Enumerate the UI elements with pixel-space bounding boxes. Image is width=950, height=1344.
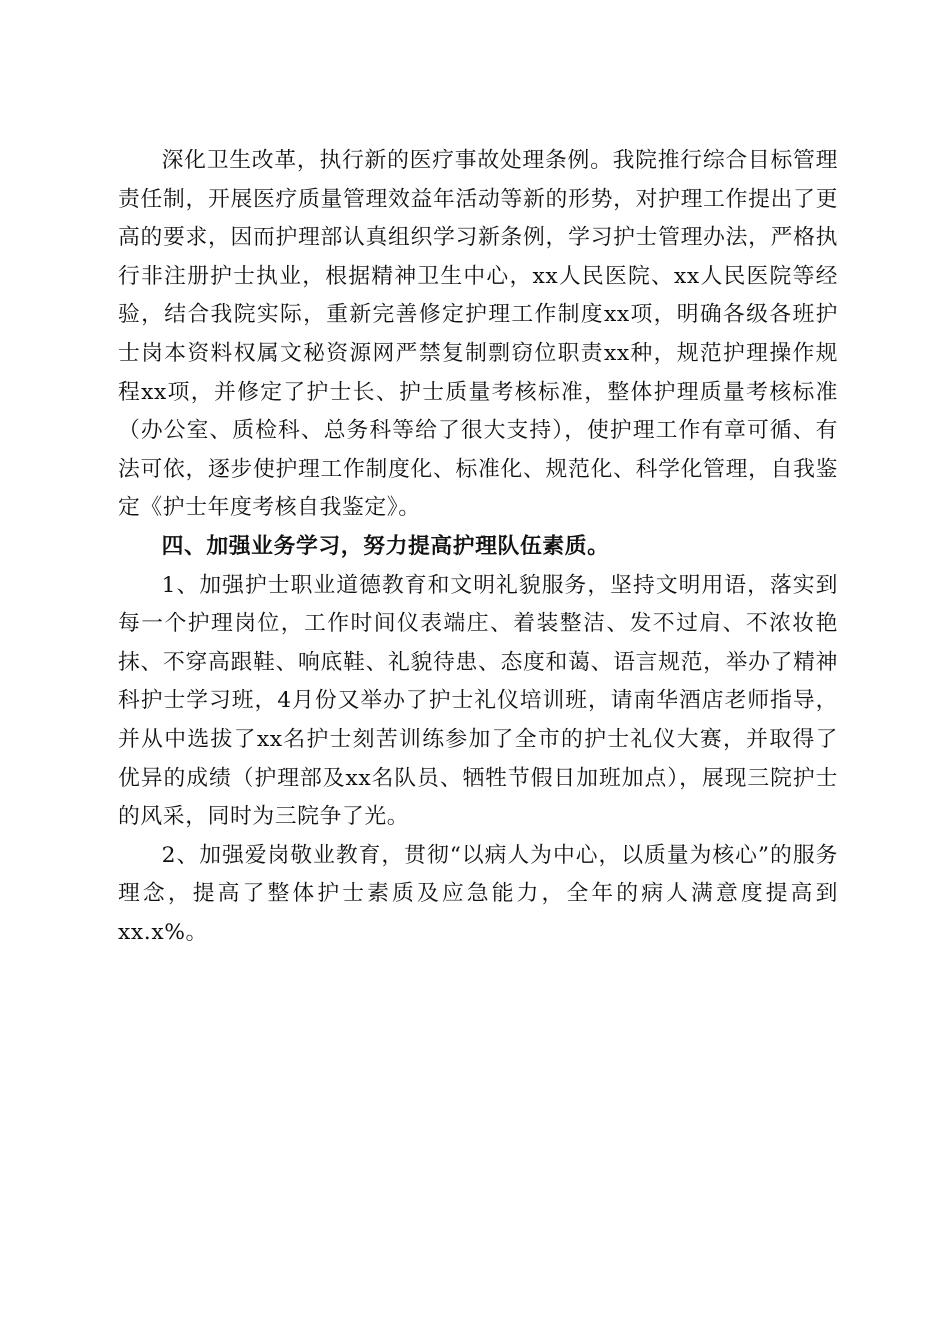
document-body [118, 142, 838, 952]
paragraph-ethics-education: 1、加强护士职业道德教育和文明礼貌服务，坚持文明用语，落实到每一个护理岗位，工作时间仪表端庄、着装整洁、发不过肩、不浓妆艳抹、不穿高跟鞋、响底鞋、礼貌待患、态度和蔼、语言规范，举办了精神科护士学习班，4月份又举办了护士礼仪培训班，请南华酒店老师指导，并从中选拔了xx名护士刻苦训练参加了全市的护士礼仪大赛，并取得了优异的成绩（护理部及xx名队员、牺牲节假日加班加点），展现三院护士的风采，同时为三院争了光。 [118, 572, 838, 830]
paragraph-dedication-education: 2、加强爱岗敬业教育，贯彻“以病人为中心，以质量为核心”的服务理念，提高了整体护士素质及应急能力，全年的病人满意度提高到xx.x%。 [118, 842, 838, 945]
section-heading: 四、加强业务学习，努力提高护理队伍素质。 [161, 533, 610, 559]
paragraph-reform: 深化卫生改革，执行新的医疗事故处理条例。我院推行综合目标管理责任制，开展医疗质量管理效益年活动等新的形势，对护理工作提出了更高的要求，因而护理部认真组织学习新条例，学习护士管理办法，严格执行非注册护士执业，根据精神卫生中心，xx人民医院、xx人民医院等经验，结合我院实际，重新完善修定护理工作制度xx项，明确各级各班护士岗本资料权属文秘资源网严禁复制剽窃位职责xx种，规范护理操作规程xx项，并修定了护士长、护士质量考核标准，整体护理质量考核标准（办公室、质检科、总务科等给了很大支持），使护理工作有章可循、有法可依，逐步使护理工作制度化、标准化、规范化、科学化管理，自我鉴定《护士年度考核自我鉴定》。 [118, 148, 838, 521]
